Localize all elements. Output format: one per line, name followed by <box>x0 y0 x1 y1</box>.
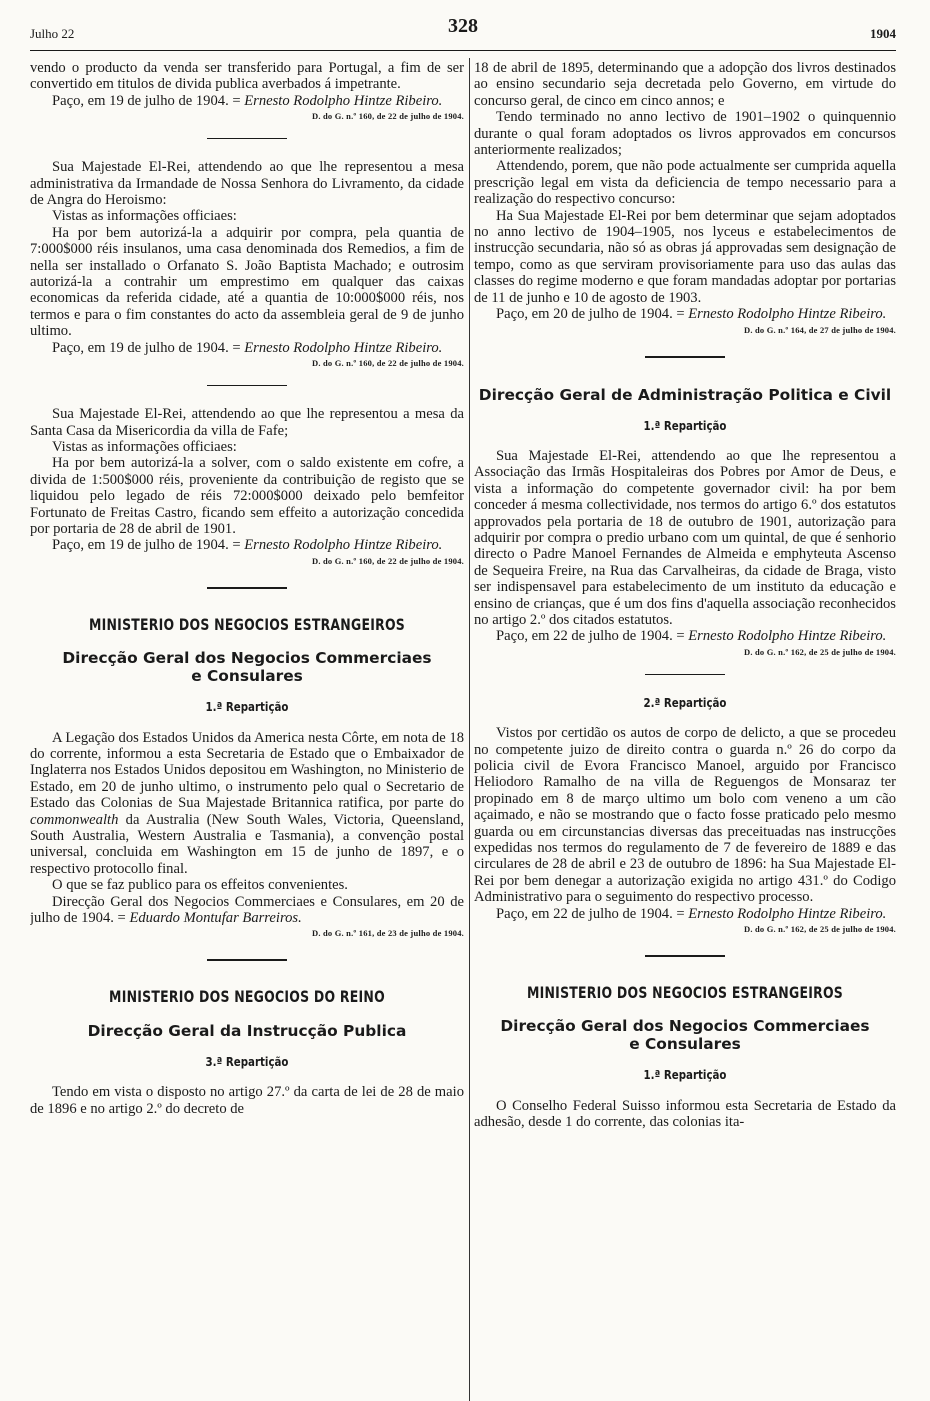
source-citation: D. do G. n.º 160, de 22 de julho de 1904. <box>312 555 464 566</box>
signature-name: Eduardo Montufar Barreiros. <box>129 910 302 927</box>
signature-date: Paço, em 19 de julho de 1904. = <box>52 339 245 356</box>
section-separator <box>645 674 725 675</box>
signature-date: Paço, em 19 de julho de 1904. = <box>52 537 245 554</box>
source-citation: D. do G. n.º 162, de 25 de julho de 1904. <box>744 924 896 935</box>
source-citation: D. do G. n.º 160, de 22 de julho de 1904. <box>312 358 464 369</box>
article-paragraph: Ha Sua Majestade El-Rei por bem determinar que sejam adoptados no anno lectivo de 1904–1905, nos lyceus e estabelecimentos de instrucção secundaria, não só as obras já approvadas sem designação de tempo, como as que serviram provisoriamente para uso das aulas das classes do regime moderno e que foram mandadas adoptar por portarias de 11 de junho e 10 de agosto de 1903. <box>474 207 896 306</box>
article-signature <box>474 628 896 644</box>
article-left-a <box>30 60 464 122</box>
article-paragraph: O que se faz publico para os effeitos convenientes. <box>52 877 348 894</box>
section-separator <box>207 587 287 589</box>
signature-name: Ernesto Rodolpho Hintze Ribeiro. <box>688 306 887 323</box>
article-left-d <box>30 614 464 940</box>
source-citation: D. do G. n.º 164, de 27 de julho de 1904. <box>744 324 896 335</box>
section-separator <box>645 356 725 358</box>
left-column <box>30 60 464 1401</box>
direccao-line: Direcção Geral dos Negocios Commerciaes <box>500 1017 870 1036</box>
ministry-heading: MINISTERIO DOS NEGOCIOS ESTRANGEIROS <box>88 614 406 634</box>
header-year: 1904 <box>870 26 896 41</box>
header-date: Julho 22 <box>30 26 75 41</box>
article-paragraph: Attendendo, porem, que não pode actualmente ser cumprida aquella prescrição legal em vista da deficiencia de tempo necessario para a realização do respectivo concurso: <box>474 158 896 208</box>
paragraph-emphasis: commonwealth <box>30 811 119 828</box>
article-paragraph: Vistas as informações officiaes: <box>52 208 237 225</box>
article-left-c <box>30 406 464 567</box>
direccao-heading <box>474 1017 896 1053</box>
article-paragraph: 18 de abril de 1895, determinando que a adopção dos livros destinados ao ensino secundario seja decretada pelo Governo, em virtude do concurso geral, de cinco em cinco annos; e <box>474 60 896 109</box>
article-signature <box>30 537 464 553</box>
signature-name: Ernesto Rodolpho Hintze Ribeiro. <box>244 537 443 554</box>
article-signature <box>30 894 464 927</box>
paragraph-text: A Legação dos Estados Unidos da America nesta Côrte, em nota de 18 do corrente, informou a esta Secretaria de Estado que o Embaixador de Inglaterra nos Estados Unidos depositou em Washington, no Ministerio de Estado, em 20 de junho ultimo, o instrumento pelo qual o Secretario de Estado das Colonias de Sua Majestade Britannica ratifica, por parte do <box>30 729 464 812</box>
article-paragraph: Vistos por certidão os autos de corpo de delicto, a que se procedeu no competente juizo de direito contra o guarda n.º 26 do corpo da policia civil de Evora Francisco Manoel, arguido por Francisco Heliodoro Ramalho de na villa de Reguengos de Monsaraz ter propinado em 8 de março ultimo um bolo com veneno a um cão açaimado, e não se mostrando que o facto fosse praticado pelo mesmo guarda ou em circunstancias diversas das preceituadas nas instrucções expedidas nos termos do regulamento de 7 de fevereiro de 1889 e das circulares de 28 de abril e 23 de outubro de 1896: ha Sua Majestade El-Rei por bem denegar a autorização exigida no artigo 431.º do Codigo Administrativo para o seguimento do respectivo processo. <box>474 725 896 906</box>
header-rule <box>30 50 896 51</box>
signature-name: Ernesto Rodolpho Hintze Ribeiro. <box>244 339 443 356</box>
article-right-c <box>474 695 896 935</box>
article-paragraph: vendo o producto da venda ser transferido para Portugal, a fim de ser convertido em titulos de divida publica averbados á impetrante. <box>30 60 464 93</box>
direccao-heading: Direcção Geral de Administração Politica e Civil <box>478 385 892 404</box>
signature-date: Paço, em 19 de julho de 1904. = <box>52 92 245 109</box>
article-paragraph: Ha por bem autorizá-la a adquirir por compra, pela quantia de 7:000$000 réis insulanos, uma casa denominada dos Remedios, a fim de nella ser installado o Orfanato S. João Baptista Machado; e outrosim autorizá-la a contrahir um emprestimo em qualquer das caixas economicas da referida cidade, até a quantia de 10:000$000 réis, nos termos e para o fim constantes do acto da assembleia geral de 9 de junho ultimo. <box>30 224 464 340</box>
source-citation: D. do G. n.º 160, de 22 de julho de 1904. <box>312 111 464 122</box>
article-signature <box>474 906 896 922</box>
signature-name: Ernesto Rodolpho Hintze Ribeiro. <box>688 905 887 922</box>
signature-date: Paço, em 20 de julho de 1904. = <box>496 306 689 323</box>
page-header <box>30 15 896 41</box>
article-paragraph: Sua Majestade El-Rei, attendendo ao que lhe representou a mesa administrativa da Irmandade de Nossa Senhora do Livramento, da cidade de Angra do Heroismo: <box>30 159 464 209</box>
column-divider <box>469 58 470 1401</box>
article-paragraph: Vistas as informações officiaes: <box>52 438 237 455</box>
signature-date: Paço, em 22 de julho de 1904. = <box>496 628 689 645</box>
direccao-heading: Direcção Geral da Instrucção Publica <box>87 1021 407 1040</box>
article-paragraph: Tendo terminado no anno lectivo de 1901–1902 o quinquennio durante o qual foram adoptados os livros approvados em concursos anteriormente realizados; <box>474 109 896 159</box>
reparticao-heading: 1.ª Repartição <box>205 699 289 715</box>
reparticao-heading: 1.ª Repartição <box>643 1067 727 1083</box>
article-right-b <box>474 386 896 658</box>
section-separator <box>207 385 287 386</box>
page-number: 328 <box>448 15 478 37</box>
article-right-d <box>474 985 896 1131</box>
article-paragraph: Sua Majestade El-Rei, attendendo ao que lhe representou a mesa da Santa Casa da Misericordia da villa de Fafe; <box>30 406 464 439</box>
article-left-b <box>30 159 464 369</box>
ministry-heading: MINISTERIO DOS NEGOCIOS ESTRANGEIROS <box>526 983 844 1003</box>
article-signature <box>474 306 896 322</box>
ministry-heading: MINISTERIO DOS NEGOCIOS DO REINO <box>109 987 385 1007</box>
direccao-line: Direcção Geral dos Negocios Commerciaes <box>62 649 432 668</box>
direccao-line: e Consulares <box>629 1035 741 1054</box>
article-paragraph <box>30 730 464 878</box>
article-paragraph: Ha por bem autorizá-la a solver, com o saldo existente em cofre, a divida de 1:500$000 réis, proveniente da contribuição de registo que se liquidou pelo legado de réis 72:000$000 deixado pelo bemfeitor Fortunato de Freitas Castro, ficando sem effeito a autorização concedida por portaria de 28 de abril de 1901. <box>30 455 464 537</box>
signature-date: Paço, em 22 de julho de 1904. = <box>496 905 689 922</box>
article-signature <box>30 93 464 109</box>
article-paragraph: Tendo em vista o disposto no artigo 27.º da carta de lei de 28 de maio de 1896 e no artigo 2.º do decreto de <box>30 1084 464 1117</box>
section-separator <box>207 959 287 961</box>
source-citation: D. do G. n.º 162, de 25 de julho de 1904. <box>744 646 896 657</box>
article-right-a <box>474 60 896 336</box>
signature-name: Ernesto Rodolpho Hintze Ribeiro. <box>688 628 887 645</box>
source-citation: D. do G. n.º 161, de 23 de julho de 1904. <box>312 928 464 939</box>
paragraph-text: da Australia (New South Wales, Victoria, Queensland, South Australia, Western Australia e Tasmania), a convenção postal universal, concluida em Washington em 15 de junho de 1897, e o respectivo protocollo final. <box>30 811 464 877</box>
reparticao-heading: 1.ª Repartição <box>643 417 727 433</box>
signature-name: Ernesto Rodolpho Hintze Ribeiro. <box>244 92 443 109</box>
article-paragraph: Sua Majestade El-Rei, attendendo ao que lhe representou a Associação das Irmãs Hospitaleiras dos Pobres por Amor de Deus, e vista a informação do competente governador civil: ha por bem conceder á mesma collectividade, nos termos do artigo 6.º dos estatutos approvados pela portaria de 18 de outubro de 1901, autorização para adquirir por compra o predio urbano com um quintal, de que é senhorio directo o Padre Manoel Fernandes de Almeida e emphyteuta Ascenso de Sequeira Freire, na Rua das Carvalheiras, da cidade de Braga, visto ser indispensavel para estabelecimento de um instituto da educação e ensino de crianças, que é um dos fins d'aquella associação reconhecidos no artigo 2.º dos citados estatutos. <box>474 447 896 628</box>
reparticao-heading: 2.ª Repartição <box>643 694 727 710</box>
article-signature <box>30 340 464 356</box>
article-left-e <box>30 989 464 1117</box>
reparticao-heading: 3.ª Repartição <box>205 1053 289 1069</box>
right-column <box>474 60 896 1401</box>
section-separator <box>645 955 725 957</box>
direccao-line: e Consulares <box>191 667 303 686</box>
article-paragraph: O Conselho Federal Suisso informou esta Secretaria de Estado da adhesão, desde 1 do corrente, das colonias ita- <box>474 1097 896 1131</box>
section-separator <box>207 138 287 139</box>
signature-date: Direcção Geral dos Negocios Commerciaes e Consulares, em 20 de julho de 1904. = <box>30 893 464 927</box>
direccao-heading <box>30 649 464 685</box>
